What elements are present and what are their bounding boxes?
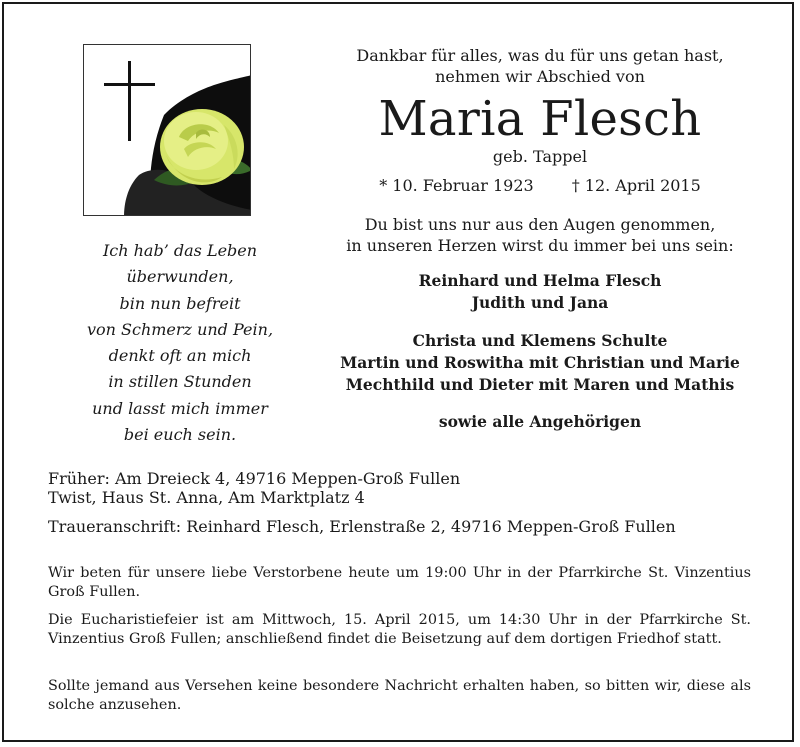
memorial-quote — [320, 214, 760, 256]
poem-line: überwunden, — [126, 267, 234, 287]
mourner-line: Judith und Jana — [471, 293, 609, 312]
deceased-name: Maria Flesch — [378, 91, 702, 147]
mourners-closing: sowie alle Angehörigen — [438, 412, 642, 431]
birth-name: geb. Tappel — [492, 147, 588, 166]
mourners-group-1 — [320, 270, 760, 314]
memorial-image — [83, 44, 251, 216]
poem-line: und lasst mich immer — [92, 398, 268, 418]
prayer-notice — [48, 564, 751, 602]
current-address: Twist, Haus St. Anna, Am Marktplatz 4 — [48, 488, 365, 507]
death-date: † 12. April 2015 — [571, 176, 701, 195]
mourner-line: Martin und Roswitha mit Christian und Marie — [340, 353, 740, 372]
mourning-address: Traueranschrift: Reinhard Flesch, Erlenstraße 2, 49716 Meppen-Groß Fullen — [48, 517, 676, 536]
announcement — [320, 46, 760, 433]
mourner-line: Reinhard und Helma Flesch — [418, 271, 662, 290]
mourners-group-2 — [320, 330, 760, 396]
mass-notice — [48, 611, 751, 649]
closing-note — [48, 677, 751, 715]
rose-icon — [160, 109, 244, 185]
intro-text — [320, 46, 760, 87]
mourner-line: Mechthild und Dieter mit Maren und Mathis — [345, 375, 735, 394]
intro-line: nehmen wir Abschied von — [435, 66, 645, 86]
former-address: Früher: Am Dreieck 4, 49716 Meppen-Groß Fullen — [48, 469, 461, 488]
mourner-line: Christa und Klemens Schulte — [412, 331, 668, 350]
poem-line: Ich hab’ das Leben — [102, 241, 258, 260]
mass-notice-text: Die Eucharistiefeier ist am Mittwoch, 15. April 2015, um 14:30 Uhr in der Pfarrkirche St. Vinzentius Groß Fullen; anschließend findet die Beisetzung auf dem dortigen Friedhof statt. — [48, 612, 751, 647]
birth-date: * 10. Februar 1923 — [379, 176, 534, 195]
poem-line: in stillen Stunden — [108, 372, 252, 392]
quote-line: in unseren Herzen wirst du immer bei uns sein: — [346, 236, 734, 255]
poem-line: von Schmerz und Pein, — [86, 319, 274, 339]
life-dates — [320, 176, 760, 196]
poem-line: bei euch sein. — [123, 425, 237, 445]
quote-line: Du bist uns nur aus den Augen genommen, — [364, 215, 716, 234]
prayer-notice-text: Wir beten für unsere liebe Verstorbene heute um 19:00 Uhr in der Pfarrkirche St. Vinzentius Groß Fullen. — [48, 565, 751, 600]
poem-line: denkt oft an mich — [108, 346, 252, 366]
cross-icon — [104, 61, 155, 141]
closing-note-text: Sollte jemand aus Versehen keine besondere Nachricht erhalten haben, so bitten wir, diese als solche anzusehen. — [48, 678, 751, 713]
poem-line: bin nun befreit — [119, 293, 241, 313]
memorial-poem — [45, 238, 315, 448]
intro-line: Dankbar für alles, was du für uns getan hast, — [356, 46, 724, 65]
